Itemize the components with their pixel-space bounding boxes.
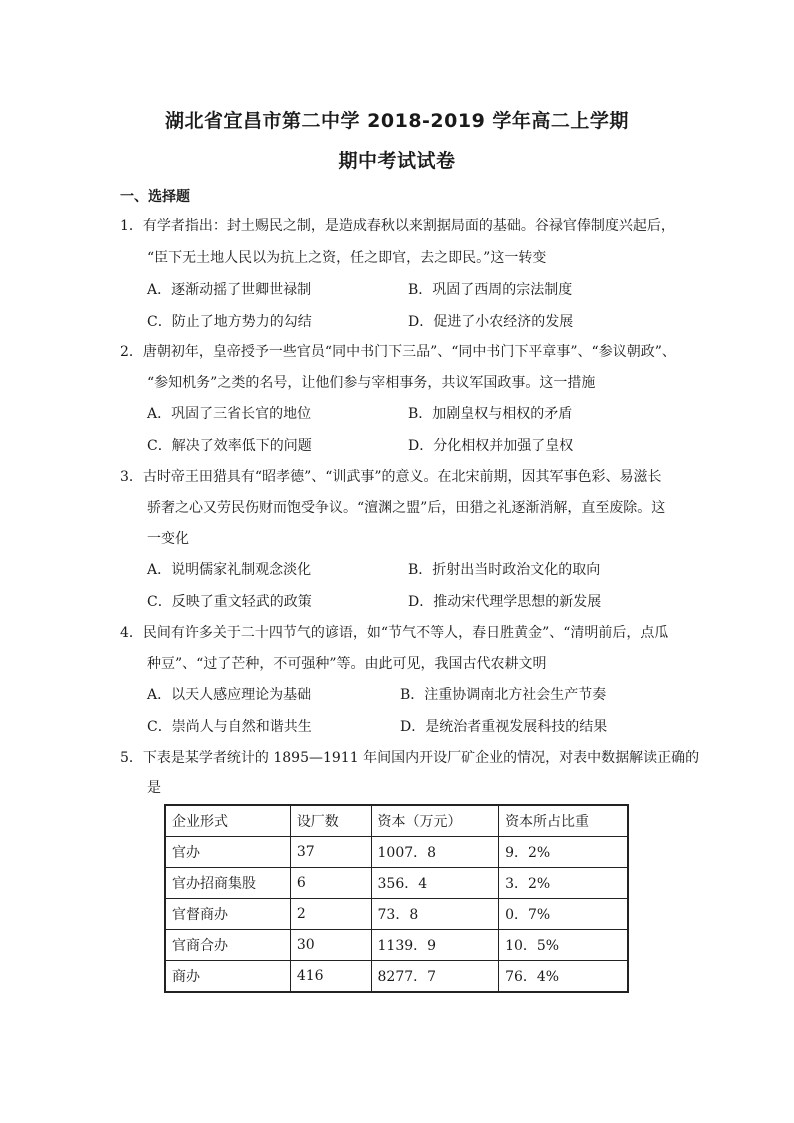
table-cell: 9．2% bbox=[499, 837, 628, 868]
question-3-option-b: B．折射出当时政治文化的取向 bbox=[408, 562, 601, 578]
question-3-option-d: D．推动宋代理学思想的新发展 bbox=[408, 594, 602, 610]
question-4-option-a: A．以天人感应理论为基础 bbox=[147, 687, 312, 703]
question-3-text-cont1: 骄奢之心又劳民伤财而饱受争议。“澶渊之盟”后，田猎之礼逐渐消解，直至废除。这 bbox=[147, 500, 666, 516]
section-heading: 一、选择题 bbox=[120, 189, 190, 205]
table-cell: 356．4 bbox=[371, 868, 499, 899]
table-header-cell: 资本所占比重 bbox=[499, 805, 628, 837]
table-header-cell: 企业形式 bbox=[165, 805, 290, 837]
exam-title-line1: 湖北省宜昌市第二中学 2018-2019 学年高二上学期 bbox=[165, 110, 629, 132]
question-4-option-d: D．是统治者重视发展科技的结果 bbox=[400, 719, 608, 735]
question-5-text: 5．下表是某学者统计的 1895—1911 年间国内开设厂矿企业的情况，对表中数据解读正确的 bbox=[120, 750, 700, 766]
question-2-text: 2．唐朝初年，皇帝授予一些官员“同中书门下三品”、“同中书门下平章事”、“参议朝政”、 bbox=[120, 344, 676, 360]
question-3-option-a: A．说明儒家礼制观念淡化 bbox=[147, 562, 312, 578]
table-cell: 官督商办 bbox=[165, 899, 290, 930]
table-cell: 416 bbox=[290, 961, 371, 993]
table-header-cell: 资本（万元） bbox=[371, 805, 499, 837]
question-1-option-d: D．促进了小农经济的发展 bbox=[408, 314, 574, 330]
table-cell: 73．8 bbox=[371, 899, 499, 930]
question-3-option-c: C．反映了重文轻武的政策 bbox=[147, 594, 312, 610]
enterprise-table bbox=[164, 804, 629, 993]
question-3-text-cont2: 一变化 bbox=[147, 531, 189, 547]
question-4-option-b: B．注重协调南北方社会生产节奏 bbox=[400, 687, 607, 703]
table-cell: 商办 bbox=[165, 961, 290, 993]
table-cell: 官商合办 bbox=[165, 930, 290, 961]
question-4-text-cont: 种豆”、“过了芒种，不可强种”等。由此可见，我国古代农耕文明 bbox=[147, 656, 547, 672]
table-cell: 1139．9 bbox=[371, 930, 499, 961]
table-row bbox=[165, 837, 628, 868]
table-cell: 1007．8 bbox=[371, 837, 499, 868]
table-cell: 30 bbox=[290, 930, 371, 961]
table-cell: 37 bbox=[290, 837, 371, 868]
table-header-cell: 设厂数 bbox=[290, 805, 371, 837]
question-1-text-cont: “臣下无土地人民以为抗上之资，任之即官，去之即民。”这一转变 bbox=[147, 250, 547, 266]
question-1-text: 1．有学者指出：封土赐民之制，是造成春秋以来割据局面的基础。谷禄官俸制度兴起后， bbox=[120, 218, 675, 234]
question-2-text-cont: “参知机务”之类的名号，让他们参与宰相事务，共议军国政事。这一措施 bbox=[147, 375, 596, 391]
table-row bbox=[165, 899, 628, 930]
question-2-option-c: C．解决了效率低下的问题 bbox=[147, 438, 312, 454]
question-2-option-a: A．巩固了三省长官的地位 bbox=[147, 406, 312, 422]
table-row bbox=[165, 961, 628, 993]
table-cell: 76．4% bbox=[499, 961, 628, 993]
question-4-option-c: C．崇尚人与自然和谐共生 bbox=[147, 719, 312, 735]
question-1-option-c: C．防止了地方势力的勾结 bbox=[147, 314, 312, 330]
table-cell: 官办 bbox=[165, 837, 290, 868]
question-5-text-cont: 是 bbox=[147, 780, 161, 796]
table-row bbox=[165, 868, 628, 899]
question-3-text: 3．古时帝王田猎具有“昭孝德”、“训武事”的意义。在北宋前期，因其军事色彩、易滋长 bbox=[120, 469, 662, 485]
question-4-text: 4．民间有许多关于二十四节气的谚语，如“节气不等人，春日胜黄金”、“清明前后，点瓜 bbox=[120, 625, 669, 641]
table-cell: 0．7% bbox=[499, 899, 628, 930]
table-cell: 3．2% bbox=[499, 868, 628, 899]
table-cell: 2 bbox=[290, 899, 371, 930]
question-2-option-d: D．分化相权并加强了皇权 bbox=[408, 438, 574, 454]
table-row bbox=[165, 930, 628, 961]
question-2-option-b: B．加剧皇权与相权的矛盾 bbox=[408, 406, 573, 422]
question-1-option-b: B．巩固了西周的宗法制度 bbox=[408, 282, 573, 298]
table-header-row bbox=[165, 805, 628, 837]
table-cell: 10．5% bbox=[499, 930, 628, 961]
question-1-option-a: A．逐渐动摇了世卿世禄制 bbox=[147, 282, 312, 298]
table-cell: 8277．7 bbox=[371, 961, 499, 993]
exam-title-line2: 期中考试试卷 bbox=[338, 150, 456, 172]
table-cell: 官办招商集股 bbox=[165, 868, 290, 899]
table-cell: 6 bbox=[290, 868, 371, 899]
